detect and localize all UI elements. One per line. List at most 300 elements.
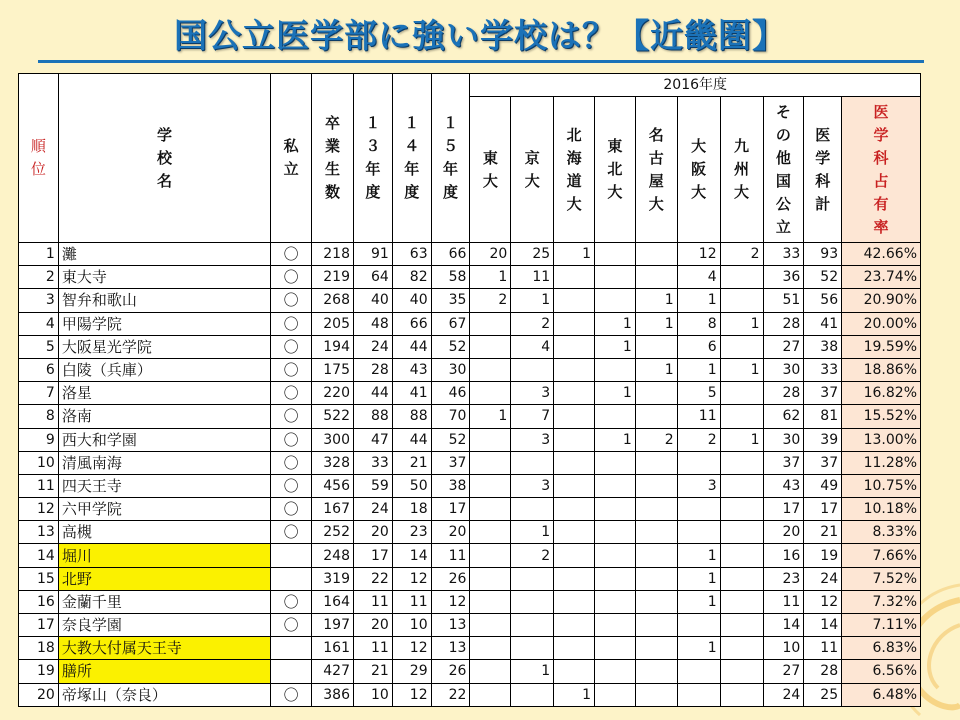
header-grads-text [312,74,353,242]
header-private-text [271,74,311,242]
school-name-cell: 六甲学院 [58,498,270,521]
count-cell-kyodai [511,637,554,660]
count-cell-nagoya [635,498,677,521]
rank-cell: 7 [19,382,59,405]
header-char: 大 [648,194,664,213]
private-flag-cell: 〇 [271,358,312,381]
ranking-table-container [18,73,921,707]
header-grads [312,74,354,243]
count-cell-other: 14 [763,614,804,637]
year13-cell: 44 [353,382,392,405]
header-char: 大 [734,183,750,201]
count-cell-todai [470,498,511,521]
count-cell-other: 11 [763,590,804,613]
private-flag-cell: 〇 [271,428,312,451]
page-title: 国公立医学部に強い学校は？【近畿圏】 [174,16,786,55]
count-cell-hokudai [554,474,595,497]
private-flag-cell: 〇 [271,474,312,497]
count-cell-handai: 3 [677,474,720,497]
count-cell-other: 27 [763,335,804,358]
count-cell-handai [677,498,720,521]
header-char: 国 [775,171,791,190]
count-cell-tohoku [595,358,636,381]
rank-cell: 14 [19,544,59,567]
count-cell-kyodai: 3 [511,474,554,497]
header-char: 校 [157,148,173,167]
school-name-cell: 大教大付属天王寺 [58,637,270,660]
count-cell-kyushu [720,544,763,567]
year15-cell: 12 [431,590,470,613]
count-cell-nagoya [635,266,677,289]
rank-cell: 17 [19,614,59,637]
year15-cell: 13 [431,637,470,660]
header-char: 年 [443,160,459,178]
count-cell-handai: 1 [677,358,720,381]
count-cell-kyushu [720,382,763,405]
year13-cell: 88 [353,405,392,428]
count-cell-other: 62 [763,405,804,428]
share-rate-cell: 6.56% [842,660,921,683]
year14-cell: 14 [392,544,431,567]
year14-cell: 44 [392,335,431,358]
count-cell-handai [677,451,720,474]
count-cell-hokudai [554,521,595,544]
rank-cell: 6 [19,358,59,381]
count-cell-tohoku [595,498,636,521]
count-cell-kyodai [511,567,554,590]
header-school [58,74,270,243]
header-col-text [595,97,635,242]
count-cell-tohoku [595,590,636,613]
count-cell-kyushu [720,335,763,358]
year15-cell: 52 [431,335,470,358]
count-cell-tohoku [595,637,636,660]
count-cell-hokudai [554,289,595,312]
count-cell-nagoya [635,243,677,266]
count-cell-nagoya [635,590,677,613]
count-cell-nagoya [635,474,677,497]
header-char: 学 [815,148,831,167]
count-cell-kyodai: 1 [511,660,554,683]
header-char: 立 [283,160,299,178]
count-cell-todai: 2 [470,289,511,312]
graduates-cell: 268 [312,289,354,312]
rank-cell: 18 [19,637,59,660]
count-cell-hokudai: 1 [554,243,595,266]
rank-cell: 19 [19,660,59,683]
count-cell-handai: 12 [677,243,720,266]
graduates-cell: 319 [312,567,354,590]
school-name-cell: 堀川 [58,544,270,567]
private-flag-cell: 〇 [271,312,312,335]
graduates-cell: 427 [312,660,354,683]
graduates-cell: 220 [312,382,354,405]
count-cell-kyodai: 1 [511,289,554,312]
table-row [19,266,921,289]
header-char: 州 [734,160,750,178]
count-cell-hokudai: 1 [554,683,595,706]
count-cell-other: 33 [763,243,804,266]
year14-cell: 12 [392,567,431,590]
header-char: 占 [873,171,889,190]
count-cell-total: 11 [804,637,842,660]
count-cell-handai [677,660,720,683]
header-char: 大 [691,137,707,155]
table-row [19,683,921,706]
private-flag-cell [271,660,312,683]
header-char: 大 [566,194,582,213]
school-name-cell: 高槻 [58,521,270,544]
school-name-cell: 洛星 [58,382,270,405]
count-cell-hokudai [554,498,595,521]
header-char: 立 [775,217,791,236]
share-rate-cell: 7.32% [842,590,921,613]
share-rate-cell: 18.86% [842,358,921,381]
count-cell-tohoku [595,266,636,289]
header-char: １ [404,114,420,132]
year15-cell: 22 [431,683,470,706]
count-cell-total: 56 [804,289,842,312]
header-col-3 [595,97,636,243]
table-row [19,382,921,405]
year14-cell: 10 [392,614,431,637]
count-cell-handai: 6 [677,335,720,358]
school-name-cell: 膳所 [58,660,270,683]
year14-cell: 11 [392,590,431,613]
header-char: 科 [815,171,831,190]
year15-cell: 26 [431,660,470,683]
year14-cell: 88 [392,405,431,428]
table-row [19,335,921,358]
count-cell-other: 24 [763,683,804,706]
count-cell-kyushu [720,289,763,312]
header-col-5 [677,97,720,243]
count-cell-kyushu [720,637,763,660]
table-row [19,521,921,544]
header-col-8 [804,97,842,243]
header-col-text [554,97,594,242]
private-flag-cell: 〇 [271,289,312,312]
table-row [19,590,921,613]
count-cell-total: 41 [804,312,842,335]
year15-cell: 70 [431,405,470,428]
count-cell-todai [470,335,511,358]
school-name-cell: 甲陽学院 [58,312,270,335]
year13-cell: 91 [353,243,392,266]
count-cell-tohoku [595,474,636,497]
count-cell-handai: 1 [677,590,720,613]
header-char: ３ [365,137,381,155]
count-cell-tohoku: 1 [595,335,636,358]
count-cell-kyushu [720,498,763,521]
header-char: の [775,125,791,144]
count-cell-kyodai: 1 [511,521,554,544]
header-y15 [431,74,470,243]
year15-cell: 38 [431,474,470,497]
header-char: ５ [443,137,459,155]
school-name-cell: 大阪星光学院 [58,335,270,358]
count-cell-handai: 1 [677,544,720,567]
count-cell-todai [470,683,511,706]
count-cell-tohoku [595,660,636,683]
count-cell-kyushu [720,590,763,613]
year13-cell: 47 [353,428,392,451]
header-char: 順 [30,137,46,155]
count-cell-nagoya [635,382,677,405]
count-cell-hokudai [554,358,595,381]
year14-cell: 66 [392,312,431,335]
share-rate-cell: 7.11% [842,614,921,637]
year14-cell: 50 [392,474,431,497]
header-char: 北 [607,160,623,178]
count-cell-kyushu [720,521,763,544]
year13-cell: 28 [353,358,392,381]
count-cell-nagoya: 1 [635,312,677,335]
header-char: 九 [734,137,750,155]
count-cell-handai: 1 [677,637,720,660]
rank-cell: 10 [19,451,59,474]
header-char: 東 [607,137,623,155]
private-flag-cell: 〇 [271,382,312,405]
count-cell-kyushu [720,405,763,428]
private-flag-cell: 〇 [271,614,312,637]
header-char: 年 [404,160,420,178]
count-cell-total: 52 [804,266,842,289]
count-cell-nagoya [635,614,677,637]
count-cell-kyodai: 11 [511,266,554,289]
count-cell-other: 36 [763,266,804,289]
header-private [271,74,312,243]
count-cell-tohoku [595,243,636,266]
header-char: 数 [325,183,341,201]
private-flag-cell: 〇 [271,335,312,358]
header-char: 度 [365,183,381,201]
count-cell-total: 81 [804,405,842,428]
header-col-text [470,97,510,242]
count-cell-kyushu: 1 [720,312,763,335]
count-cell-kyushu [720,660,763,683]
graduates-cell: 522 [312,405,354,428]
count-cell-todai: 20 [470,243,511,266]
count-cell-tohoku [595,451,636,474]
header-char: 他 [775,148,791,167]
year14-cell: 12 [392,683,431,706]
count-cell-kyushu [720,614,763,637]
header-char: 名 [157,171,173,190]
header-col-text [511,97,553,242]
graduates-cell: 252 [312,521,354,544]
year15-cell: 13 [431,614,470,637]
count-cell-todai [470,312,511,335]
year13-cell: 10 [353,683,392,706]
rank-cell: 3 [19,289,59,312]
private-flag-cell: 〇 [271,243,312,266]
table-row [19,358,921,381]
count-cell-nagoya [635,544,677,567]
graduates-cell: 194 [312,335,354,358]
count-cell-tohoku [595,405,636,428]
count-cell-other: 43 [763,474,804,497]
table-row [19,243,921,266]
count-cell-other: 51 [763,289,804,312]
graduates-cell: 175 [312,358,354,381]
graduates-cell: 205 [312,312,354,335]
count-cell-total: 33 [804,358,842,381]
year14-cell: 12 [392,637,431,660]
count-cell-other: 23 [763,567,804,590]
year13-cell: 40 [353,289,392,312]
header-y13-text [354,74,392,242]
count-cell-nagoya: 2 [635,428,677,451]
header-col-6 [720,97,763,243]
table-row [19,474,921,497]
count-cell-total: 19 [804,544,842,567]
count-cell-total: 37 [804,382,842,405]
rank-cell: 11 [19,474,59,497]
count-cell-todai [470,614,511,637]
graduates-cell: 386 [312,683,354,706]
graduates-cell: 161 [312,637,354,660]
count-cell-other: 27 [763,660,804,683]
school-name-cell: 帝塚山（奈良） [58,683,270,706]
count-cell-nagoya [635,335,677,358]
count-cell-tohoku: 1 [595,312,636,335]
header-char: 率 [873,217,889,236]
count-cell-todai [470,358,511,381]
year15-cell: 11 [431,544,470,567]
header-col-text [678,97,720,242]
count-cell-other: 20 [763,521,804,544]
year13-cell: 20 [353,521,392,544]
count-cell-total: 24 [804,567,842,590]
year13-cell: 21 [353,660,392,683]
graduates-cell: 218 [312,243,354,266]
year13-cell: 17 [353,544,392,567]
count-cell-kyodai: 2 [511,312,554,335]
header-col-text [636,97,677,242]
share-rate-cell: 7.52% [842,567,921,590]
header-char: 有 [873,194,889,213]
count-cell-hokudai [554,266,595,289]
year15-cell: 35 [431,289,470,312]
header-char: 道 [566,171,582,190]
count-cell-kyushu [720,683,763,706]
count-cell-hokudai [554,382,595,405]
header-col-text [804,97,841,242]
private-flag-cell: 〇 [271,683,312,706]
count-cell-tohoku [595,614,636,637]
header-char: 卒 [325,114,341,132]
year14-cell: 21 [392,451,431,474]
share-rate-cell: 6.83% [842,637,921,660]
count-cell-handai [677,521,720,544]
count-cell-other: 37 [763,451,804,474]
year14-cell: 41 [392,382,431,405]
rank-cell: 20 [19,683,59,706]
header-char: 年 [365,160,381,178]
rank-cell: 2 [19,266,59,289]
year15-cell: 52 [431,428,470,451]
count-cell-todai [470,428,511,451]
count-cell-kyodai: 2 [511,544,554,567]
table-row [19,637,921,660]
share-rate-cell: 11.28% [842,451,921,474]
header-char: 北 [566,125,582,144]
count-cell-nagoya [635,683,677,706]
count-cell-todai [470,451,511,474]
count-cell-total: 39 [804,428,842,451]
table-row [19,428,921,451]
header-col-text [764,97,804,242]
count-cell-other: 30 [763,428,804,451]
header-char: 古 [648,148,664,167]
year13-cell: 24 [353,335,392,358]
graduates-cell: 167 [312,498,354,521]
table-row [19,289,921,312]
header-char: 私 [283,137,299,155]
count-cell-handai: 2 [677,428,720,451]
graduates-cell: 456 [312,474,354,497]
count-cell-kyodai [511,590,554,613]
year15-cell: 67 [431,312,470,335]
count-cell-kyodai: 4 [511,335,554,358]
count-cell-total: 21 [804,521,842,544]
header-col-0 [470,97,511,243]
share-rate-cell: 10.18% [842,498,921,521]
count-cell-total: 14 [804,614,842,637]
year15-cell: 20 [431,521,470,544]
count-cell-hokudai [554,590,595,613]
count-cell-hokudai [554,451,595,474]
count-cell-nagoya [635,660,677,683]
graduates-cell: 164 [312,590,354,613]
count-cell-hokudai [554,637,595,660]
count-cell-todai [470,637,511,660]
count-cell-kyodai: 3 [511,428,554,451]
share-rate-cell: 23.74% [842,266,921,289]
count-cell-todai: 1 [470,405,511,428]
table-row [19,544,921,567]
count-cell-handai: 5 [677,382,720,405]
year14-cell: 40 [392,289,431,312]
table-row [19,498,921,521]
count-cell-nagoya [635,637,677,660]
rank-cell: 8 [19,405,59,428]
count-cell-handai [677,683,720,706]
table-row [19,660,921,683]
share-rate-cell: 7.66% [842,544,921,567]
header-y14 [392,74,431,243]
table-row [19,451,921,474]
header-char: 科 [873,148,889,167]
header-char: 医 [815,125,831,144]
count-cell-nagoya: 1 [635,358,677,381]
header-col-7 [763,97,804,243]
school-name-cell: 東大寺 [58,266,270,289]
header-char: 学 [157,125,173,144]
header-char: 名 [648,125,664,144]
count-cell-tohoku: 1 [595,382,636,405]
count-cell-handai: 11 [677,405,720,428]
graduates-cell: 219 [312,266,354,289]
count-cell-other: 17 [763,498,804,521]
count-cell-tohoku: 1 [595,428,636,451]
count-cell-kyushu: 1 [720,428,763,451]
share-rate-cell: 13.00% [842,428,921,451]
count-cell-tohoku [595,289,636,312]
count-cell-kyodai [511,498,554,521]
year14-cell: 43 [392,358,431,381]
